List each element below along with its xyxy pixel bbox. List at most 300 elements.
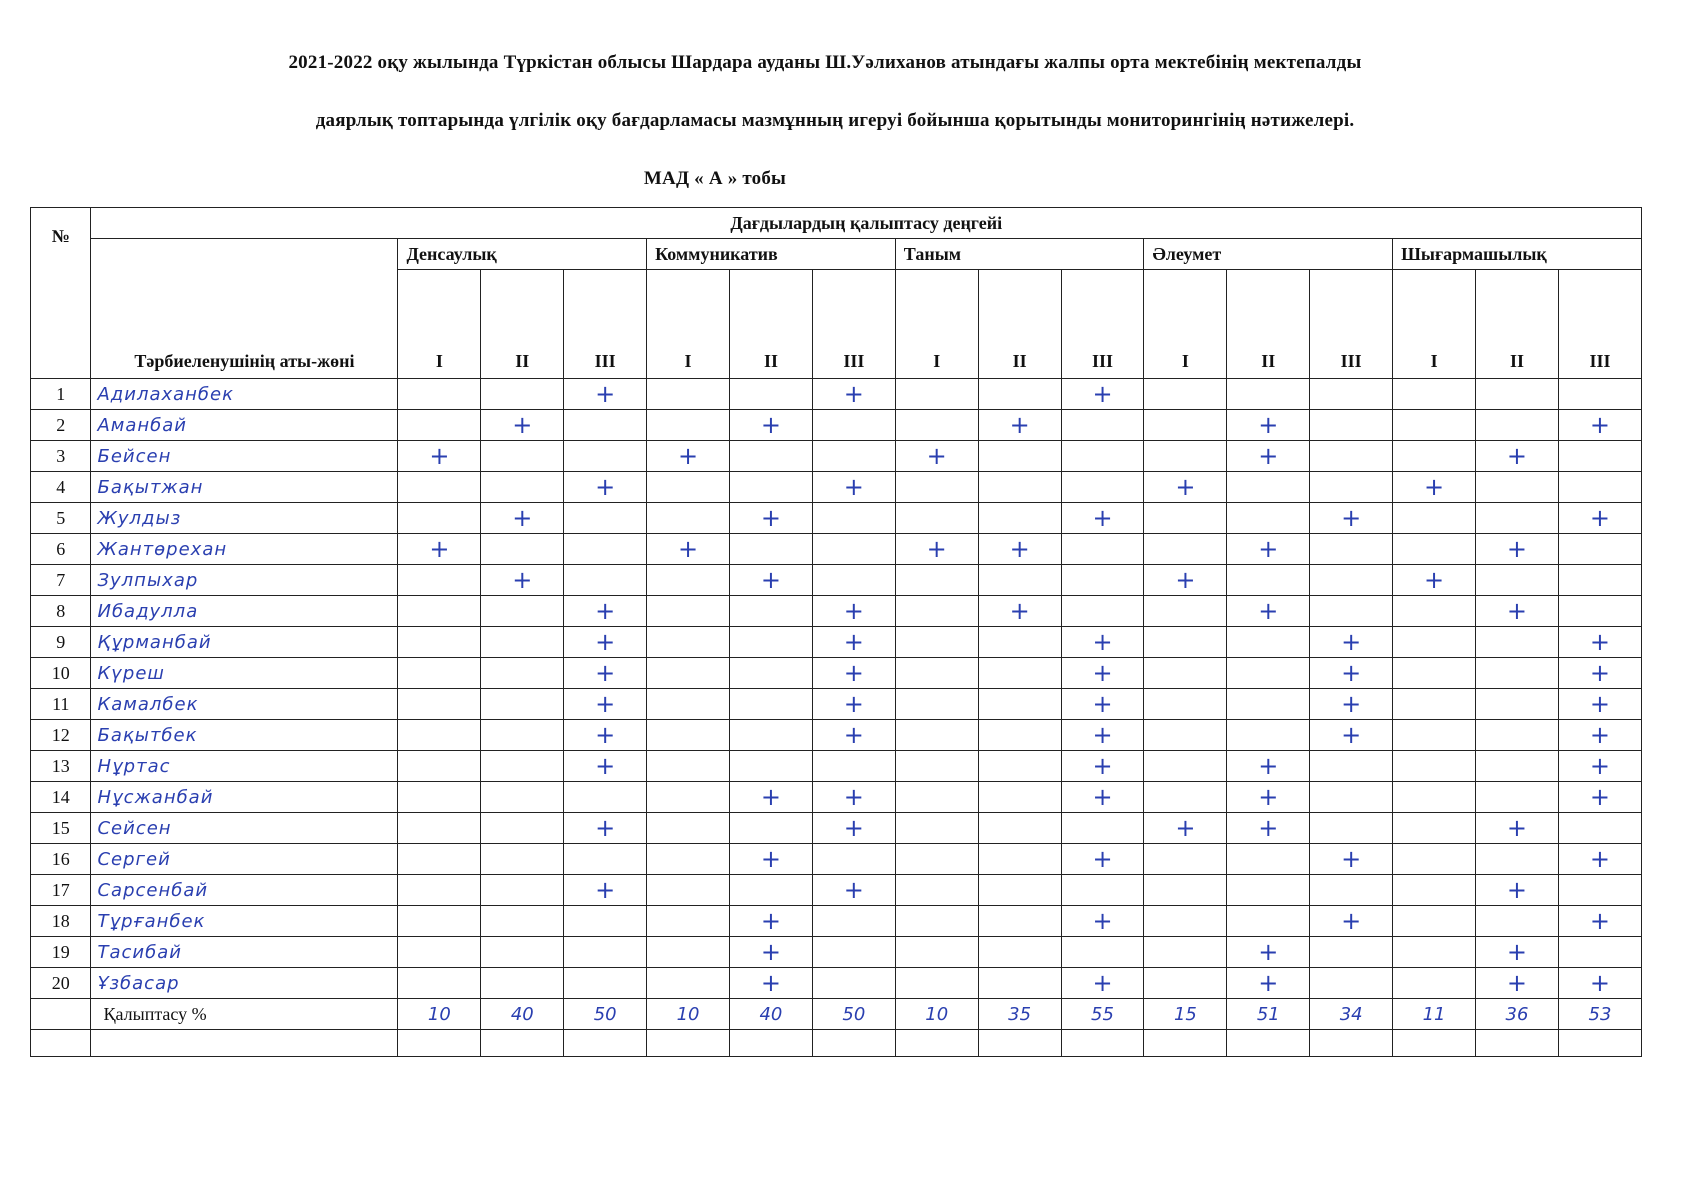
percent-cell: 40 xyxy=(730,999,813,1030)
table-row xyxy=(31,906,1642,937)
level-cell xyxy=(481,627,564,658)
row-number: 18 xyxy=(31,906,91,937)
level-cell xyxy=(1061,751,1144,782)
level-cell xyxy=(1393,503,1476,534)
level-cell xyxy=(895,441,978,472)
level-mark: + xyxy=(1092,751,1113,780)
level-mark: + xyxy=(1589,689,1610,718)
blank-cell xyxy=(895,1030,978,1057)
level-cell xyxy=(398,441,481,472)
level-mark: + xyxy=(1175,472,1196,501)
level-cell xyxy=(647,565,730,596)
pupil-name: Бақытбек xyxy=(91,720,398,751)
level-mark: + xyxy=(1506,968,1528,997)
level-cell xyxy=(1061,782,1144,813)
level-mark: + xyxy=(843,596,864,625)
level-mark: + xyxy=(595,379,616,408)
row-number: 5 xyxy=(31,503,91,534)
level-cell xyxy=(978,565,1061,596)
level-cell xyxy=(481,503,564,534)
level-cell xyxy=(1393,720,1476,751)
level-cell xyxy=(564,627,647,658)
level-mark: + xyxy=(1589,503,1610,532)
pupil-name: Сейсен xyxy=(91,813,398,844)
pupil-name: Нұртас xyxy=(91,751,398,782)
level-cell xyxy=(730,596,813,627)
level-cell xyxy=(481,906,564,937)
row-number: 8 xyxy=(31,596,91,627)
level-cell xyxy=(1476,968,1559,999)
level-cell xyxy=(481,565,564,596)
table-row xyxy=(31,441,1642,472)
level-mark: + xyxy=(1589,627,1610,656)
pupil-name: Күреш xyxy=(91,658,398,689)
level-cell xyxy=(1476,937,1559,968)
level-cell xyxy=(1310,813,1393,844)
level-cell xyxy=(398,937,481,968)
percent-cell: 35 xyxy=(978,999,1061,1030)
level-cell xyxy=(481,441,564,472)
level-cell xyxy=(730,534,813,565)
level-cell xyxy=(1227,906,1310,937)
level-cell xyxy=(1558,875,1641,906)
level-mark: + xyxy=(678,441,699,470)
level-mark: + xyxy=(760,844,781,873)
level-cell xyxy=(730,379,813,410)
level-mark: + xyxy=(1341,906,1362,935)
level-mark: + xyxy=(760,410,781,439)
level-mark: + xyxy=(1092,379,1113,408)
area-header: Денсаулық xyxy=(398,239,647,270)
level-mark: + xyxy=(760,503,781,532)
level-cell xyxy=(1061,720,1144,751)
level-cell xyxy=(1061,627,1144,658)
table-row xyxy=(31,689,1642,720)
level-mark: + xyxy=(1009,534,1030,563)
level-cell xyxy=(1310,379,1393,410)
level-mark: + xyxy=(1258,937,1279,966)
level-mark: + xyxy=(1092,968,1113,997)
blank-cell xyxy=(1476,1030,1559,1057)
level-cell xyxy=(1310,472,1393,503)
level-cell xyxy=(895,906,978,937)
level-mark: + xyxy=(1506,875,1528,904)
level-cell xyxy=(1310,627,1393,658)
level-mark: + xyxy=(1092,503,1113,532)
percent-cell: 50 xyxy=(812,999,895,1030)
level-cell xyxy=(564,534,647,565)
level-cell xyxy=(1476,844,1559,875)
level-mark: + xyxy=(1258,596,1279,625)
level-cell xyxy=(1144,813,1227,844)
pupil-name: Аманбай xyxy=(91,410,398,441)
level-cell xyxy=(1144,565,1227,596)
table-row xyxy=(31,534,1642,565)
level-cell xyxy=(895,875,978,906)
level-cell xyxy=(1061,689,1144,720)
level-cell xyxy=(812,844,895,875)
level-mark: + xyxy=(760,565,781,594)
row-number: 17 xyxy=(31,875,91,906)
level-mark: + xyxy=(1258,751,1279,780)
level-cell xyxy=(481,751,564,782)
level-cell xyxy=(1227,658,1310,689)
level-cell xyxy=(1558,751,1641,782)
level-cell xyxy=(564,410,647,441)
level-cell xyxy=(812,968,895,999)
level-cell xyxy=(1310,906,1393,937)
blank-cell xyxy=(647,1030,730,1057)
table-row xyxy=(31,379,1642,410)
level-mark: + xyxy=(595,720,616,749)
level-header: ІІ xyxy=(481,270,564,379)
blank-cell xyxy=(1144,1030,1227,1057)
level-cell xyxy=(1476,720,1559,751)
level-cell xyxy=(730,658,813,689)
level-cell xyxy=(1476,472,1559,503)
level-mark: + xyxy=(1341,689,1362,718)
level-mark: + xyxy=(1589,720,1610,749)
level-header: ІІ xyxy=(1476,270,1559,379)
level-header: І xyxy=(398,270,481,379)
row-number: 2 xyxy=(31,410,91,441)
level-cell xyxy=(1144,534,1227,565)
level-cell xyxy=(1476,565,1559,596)
level-cell xyxy=(1227,596,1310,627)
table-row xyxy=(31,410,1642,441)
blank-cell xyxy=(730,1030,813,1057)
level-cell xyxy=(1558,720,1641,751)
level-mark: + xyxy=(843,689,864,718)
level-cell xyxy=(564,658,647,689)
level-cell xyxy=(1393,937,1476,968)
row-number: 6 xyxy=(31,534,91,565)
table-row xyxy=(31,658,1642,689)
level-mark: + xyxy=(760,937,781,966)
blank-cell xyxy=(1061,1030,1144,1057)
level-cell xyxy=(1393,906,1476,937)
table-row xyxy=(31,844,1642,875)
level-mark: + xyxy=(1506,813,1528,842)
level-cell xyxy=(1061,844,1144,875)
level-cell xyxy=(1476,596,1559,627)
level-cell xyxy=(1227,782,1310,813)
row-number: 1 xyxy=(31,379,91,410)
level-cell xyxy=(481,379,564,410)
level-cell xyxy=(812,503,895,534)
level-cell xyxy=(895,472,978,503)
percent-cell: 34 xyxy=(1310,999,1393,1030)
level-cell xyxy=(730,441,813,472)
level-cell xyxy=(812,751,895,782)
level-cell xyxy=(1393,379,1476,410)
level-cell xyxy=(1310,751,1393,782)
level-mark: + xyxy=(926,441,947,470)
pupil-name: Адилаханбек xyxy=(91,379,398,410)
percent-cell: 10 xyxy=(398,999,481,1030)
level-mark: + xyxy=(429,534,450,563)
level-cell xyxy=(1393,596,1476,627)
level-cell xyxy=(1558,565,1641,596)
level-cell xyxy=(1061,875,1144,906)
level-cell xyxy=(481,968,564,999)
level-cell xyxy=(1310,937,1393,968)
level-cell xyxy=(1144,410,1227,441)
level-cell xyxy=(812,937,895,968)
level-cell xyxy=(812,596,895,627)
level-cell xyxy=(730,875,813,906)
row-number: 13 xyxy=(31,751,91,782)
level-cell xyxy=(978,751,1061,782)
level-cell xyxy=(481,689,564,720)
level-cell xyxy=(1558,596,1641,627)
percent-cell: 40 xyxy=(481,999,564,1030)
level-cell xyxy=(564,751,647,782)
level-header: І xyxy=(1393,270,1476,379)
level-cell xyxy=(398,503,481,534)
level-cell xyxy=(1310,720,1393,751)
monitoring-table xyxy=(30,207,1642,1057)
level-cell xyxy=(895,534,978,565)
level-cell xyxy=(564,968,647,999)
level-cell xyxy=(978,503,1061,534)
level-cell xyxy=(895,503,978,534)
level-cell xyxy=(1393,627,1476,658)
level-cell xyxy=(895,689,978,720)
level-cell xyxy=(564,813,647,844)
level-cell xyxy=(1476,689,1559,720)
level-cell xyxy=(1310,658,1393,689)
pupil-name: Бақытжан xyxy=(91,472,398,503)
level-cell xyxy=(564,503,647,534)
level-cell xyxy=(1227,565,1310,596)
level-mark: + xyxy=(595,472,616,501)
level-cell xyxy=(398,968,481,999)
level-cell xyxy=(1310,968,1393,999)
level-cell xyxy=(481,720,564,751)
level-cell xyxy=(1310,410,1393,441)
level-mark: + xyxy=(1341,844,1362,873)
level-mark: + xyxy=(1258,813,1279,842)
level-cell xyxy=(730,689,813,720)
level-cell xyxy=(730,844,813,875)
table-row xyxy=(31,751,1642,782)
level-cell xyxy=(1061,937,1144,968)
level-cell xyxy=(647,472,730,503)
level-cell xyxy=(1061,503,1144,534)
level-cell xyxy=(1144,937,1227,968)
row-number: 11 xyxy=(31,689,91,720)
row-number: 16 xyxy=(31,844,91,875)
level-cell xyxy=(1476,782,1559,813)
level-cell xyxy=(1476,534,1559,565)
pupil-name: Ибадулла xyxy=(91,596,398,627)
level-cell xyxy=(481,813,564,844)
level-mark: + xyxy=(1341,658,1362,687)
level-cell xyxy=(1310,565,1393,596)
level-cell xyxy=(398,565,481,596)
level-cell xyxy=(1558,906,1641,937)
pupil-name: Бейсен xyxy=(91,441,398,472)
level-cell xyxy=(647,875,730,906)
level-cell xyxy=(1227,503,1310,534)
level-mark: + xyxy=(595,751,616,780)
level-cell xyxy=(895,844,978,875)
level-cell xyxy=(481,410,564,441)
level-mark: + xyxy=(1589,410,1610,439)
level-header: ІІІ xyxy=(812,270,895,379)
level-cell xyxy=(647,627,730,658)
level-header: ІІ xyxy=(730,270,813,379)
level-cell xyxy=(1558,534,1641,565)
pupil-name: Тұрғанбек xyxy=(91,906,398,937)
pupil-name: Зулпыхар xyxy=(91,565,398,596)
level-cell xyxy=(978,689,1061,720)
level-cell xyxy=(1310,689,1393,720)
level-cell xyxy=(1393,751,1476,782)
level-cell xyxy=(1393,410,1476,441)
level-cell xyxy=(1061,534,1144,565)
level-cell xyxy=(1476,751,1559,782)
level-cell xyxy=(398,782,481,813)
pupil-name: Нұсжанбай xyxy=(91,782,398,813)
level-cell xyxy=(1227,441,1310,472)
blank-cell xyxy=(91,1030,398,1057)
level-cell xyxy=(812,410,895,441)
level-mark: + xyxy=(926,534,947,563)
level-cell xyxy=(730,782,813,813)
level-cell xyxy=(1144,627,1227,658)
totals-label: Қалыптасу % xyxy=(91,999,398,1030)
level-cell xyxy=(1476,410,1559,441)
level-cell xyxy=(1227,720,1310,751)
level-cell xyxy=(812,689,895,720)
pupil-name: Тасибай xyxy=(91,937,398,968)
level-mark: + xyxy=(1424,565,1445,594)
table-row xyxy=(31,565,1642,596)
level-cell xyxy=(564,782,647,813)
level-cell xyxy=(978,658,1061,689)
level-mark: + xyxy=(843,379,864,408)
level-cell xyxy=(895,379,978,410)
table-row xyxy=(31,596,1642,627)
blank-row xyxy=(31,1030,1642,1057)
level-mark: + xyxy=(1506,441,1528,470)
level-cell xyxy=(1061,441,1144,472)
level-cell xyxy=(1061,906,1144,937)
level-cell xyxy=(1144,751,1227,782)
area-header: Шығармашылық xyxy=(1393,239,1642,270)
level-cell xyxy=(1393,658,1476,689)
level-cell xyxy=(978,937,1061,968)
percent-cell: 36 xyxy=(1476,999,1559,1030)
level-cell xyxy=(647,937,730,968)
blank-cell xyxy=(1393,1030,1476,1057)
level-cell xyxy=(564,720,647,751)
level-mark: + xyxy=(512,565,533,594)
table-row xyxy=(31,472,1642,503)
level-cell xyxy=(1061,968,1144,999)
level-cell xyxy=(1227,968,1310,999)
level-header: ІІІ xyxy=(564,270,647,379)
level-cell xyxy=(1144,379,1227,410)
level-cell xyxy=(1476,379,1559,410)
level-cell xyxy=(1476,627,1559,658)
level-header: ІІ xyxy=(1227,270,1310,379)
level-mark: + xyxy=(843,782,864,811)
level-cell xyxy=(1061,813,1144,844)
row-number: 14 xyxy=(31,782,91,813)
level-cell xyxy=(978,844,1061,875)
row-number: 19 xyxy=(31,937,91,968)
level-cell xyxy=(1558,627,1641,658)
level-cell xyxy=(1144,720,1227,751)
level-cell xyxy=(481,937,564,968)
level-cell xyxy=(1227,844,1310,875)
level-cell xyxy=(1227,379,1310,410)
totals-row xyxy=(31,999,1642,1030)
level-cell xyxy=(812,720,895,751)
percent-cell: 53 xyxy=(1558,999,1641,1030)
level-cell xyxy=(564,596,647,627)
level-cell xyxy=(398,906,481,937)
blank-cell xyxy=(1558,1030,1641,1057)
level-cell xyxy=(730,968,813,999)
level-cell xyxy=(730,751,813,782)
blank-cell xyxy=(564,1030,647,1057)
level-cell xyxy=(1558,813,1641,844)
percent-cell: 10 xyxy=(895,999,978,1030)
level-mark: + xyxy=(1092,658,1113,687)
level-mark: + xyxy=(1341,720,1362,749)
level-cell xyxy=(1476,813,1559,844)
area-header: Әлеумет xyxy=(1144,239,1393,270)
level-cell xyxy=(1310,875,1393,906)
level-cell xyxy=(812,379,895,410)
level-cell xyxy=(398,534,481,565)
blank-cell xyxy=(812,1030,895,1057)
level-cell xyxy=(1310,503,1393,534)
level-cell xyxy=(564,937,647,968)
level-cell xyxy=(812,906,895,937)
level-cell xyxy=(647,410,730,441)
level-cell xyxy=(1227,534,1310,565)
level-header: І xyxy=(1144,270,1227,379)
row-number: 3 xyxy=(31,441,91,472)
level-cell xyxy=(398,751,481,782)
level-cell xyxy=(895,937,978,968)
level-cell xyxy=(398,658,481,689)
level-cell xyxy=(812,534,895,565)
level-cell xyxy=(812,658,895,689)
level-cell xyxy=(1227,627,1310,658)
row-number: 20 xyxy=(31,968,91,999)
level-mark: + xyxy=(512,503,533,532)
area-header: Коммуникатив xyxy=(647,239,896,270)
level-cell xyxy=(647,906,730,937)
level-cell xyxy=(1227,751,1310,782)
level-cell xyxy=(1393,875,1476,906)
level-mark: + xyxy=(1589,751,1610,780)
level-cell xyxy=(1227,813,1310,844)
level-cell xyxy=(1144,906,1227,937)
level-cell xyxy=(895,565,978,596)
level-cell xyxy=(895,720,978,751)
level-cell xyxy=(978,627,1061,658)
level-cell xyxy=(730,472,813,503)
row-number: 10 xyxy=(31,658,91,689)
level-cell xyxy=(1476,875,1559,906)
